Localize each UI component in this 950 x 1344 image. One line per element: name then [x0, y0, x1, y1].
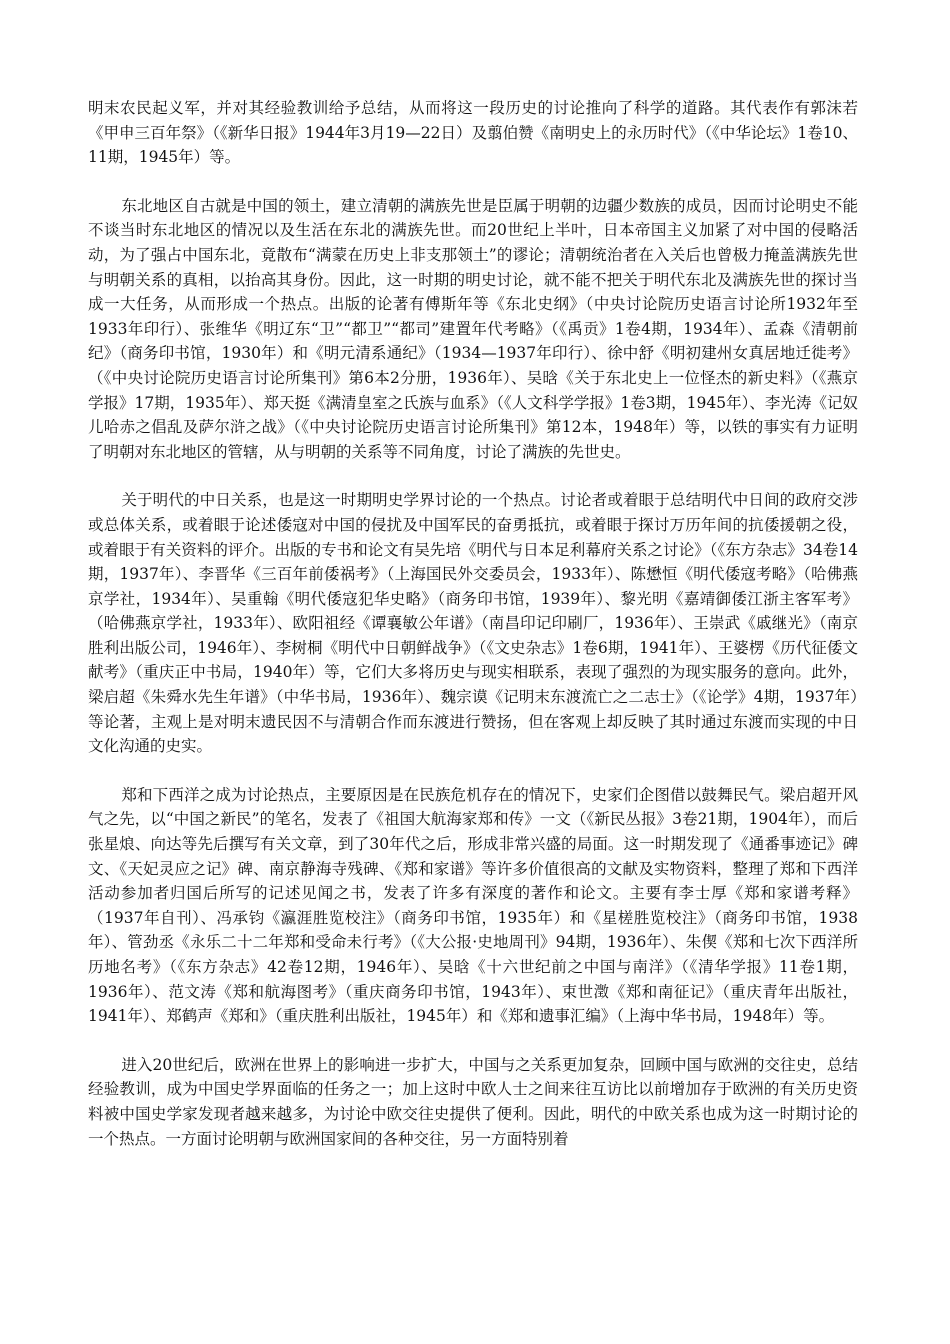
paragraph-2: 东北地区自古就是中国的领土，建立清朝的满族先世是臣属于明朝的边疆少数族的成员，因而讨论明史不能不谈当时东北地区的情况以及生活在东北的满族先世。而20世纪上半叶，日本帝国主义加紧了对中国的侵略活动，为了强占中国东北，竟散布“满蒙在历史上非支那领土”的谬论；清朝统治者在入关后也曾极力掩盖满族先世与明朝关系的真相，以抬高其身份。因此，这一时期的明史讨论，就不能不把关于明代东北及满族先世的探讨当成一大任务，从而形成一个热点。出版的论著有傅斯年等《东北史纲》（中央讨论院历史语言讨论所1932年至1933年印行）、张维华《明辽东“卫”“都卫”“都司”建置年代考略》（《禹贡》1卷4期，1934年）、孟森《清朝前纪》（商务印书馆，1930年）和《明元清系通纪》（1934—1937年印行）、徐中舒《明初建州女真居地迁徙考》（《中央讨论院历史语言讨论所集刊》第6本2分册，1936年）、吴晗《关于东北史上一位怪杰的新史料》（《燕京学报》17期，1935年）、郑天挺《满清皇室之氏族与血系》（《人文科学学报》1卷3期，1945年）、李光涛《记奴儿哈赤之倡乱及萨尔浒之战》（《中央讨论院历史语言讨论所集刊》第12本，1948年）等，以铁的事实有力证明了明朝对东北地区的管辖，从与明朝的关系等不同角度，讨论了满族的先世史。: [88, 196, 858, 461]
paragraph-5: 进入20世纪后，欧洲在世界上的影响进一步扩大，中国与之关系更加复杂，回顾中国与欧洲的交往史，总结经验教训，成为中国史学界面临的任务之一；加上这时中欧人士之间来往互访比以前增加存于欧洲的有关历史资料被中国史学家发现者越来越多，为讨论中欧交往史提供了便利。因此，明代的中欧关系也成为这一时期讨论的一个热点。一方面讨论明朝与欧洲国家间的各种交往，另一方面特别着: [88, 1055, 858, 1148]
paragraph-1: 明末农民起义军，并对其经验教训给予总结，从而将这一段历史的讨论推向了科学的道路。其代表作有郭沫若《甲申三百年祭》（《新华日报》1944年3月19—22日）及翦伯赞《南明史上的永历时代》（《中华论坛》1卷10、11期，1945年）等。: [88, 99, 858, 167]
document-page: [88, 96, 858, 1175]
paragraph-4: 郑和下西洋之成为讨论热点，主要原因是在民族危机存在的情况下，史家们企图借以鼓舞民气。梁启超开风气之先，以“中国之新民”的笔名，发表了《祖国大航海家郑和传》一文（《新民丛报》3卷21期，1904年），而后张星烺、向达等先后撰写有关文章，到了30年代之后，形成非常兴盛的局面。这一时期发现了《通番事迹记》碑文、《天妃灵应之记》碑、南京静海寺残碑、《郑和家谱》等许多价值很高的文献及实物资料，整理了郑和下西洋活动参加者归国后所写的记述见闻之书，发表了许多有深度的著作和论文。主要有李士厚《郑和家谱考释》（1937年自刊）、冯承钧《瀛涯胜览校注》（商务印书馆，1935年）和《星槎胜览校注》（商务印书馆，1938年）、管劲丞《永乐二十二年郑和受命未行考》（《大公报·史地周刊》94期，1936年）、朱偰《郑和七次下西洋所历地名考》（《东方杂志》42卷12期，1946年）、吴晗《十六世纪前之中国与南洋》（《清华学报》11卷1期， 1936年）、范文涛《郑和航海图考》（重庆商务印书馆，1943年）、束世澂《郑和南征记》（重庆青年出版社，1941年）、郑鹤声《郑和》（重庆胜利出版社，1945年）和《郑和遗事汇编》（上海中华书局，1948年）等。: [88, 785, 858, 1026]
paragraph-3: 关于明代的中日关系，也是这一时期明史学界讨论的一个热点。讨论者或着眼于总结明代中日间的政府交涉或总体关系，或着眼于论述倭寇对中国的侵扰及中国军民的奋勇抵抗，或着眼于探讨万历年间的抗倭援朝之役，或着眼于有关资料的评介。出版的专书和论文有吴先培《明代与日本足利幕府关系之讨论》（《东方杂志》34卷14期，1937年）、李晋华《三百年前倭祸考》（上海国民外交委员会，1933年）、陈懋恒《明代倭寇考略》（哈佛燕京学社，1934年）、吴重翰《明代倭寇犯华史略》（商务印书馆，1939年）、黎光明《嘉靖御倭江浙主客军考》（哈佛燕京学社，1933年）、欧阳祖经《谭襄敏公年谱》（南昌印记印刷厂，1936年）、王崇武《戚继光》（南京胜利出版公司，1946年）、李树桐《明代中日朝鲜战争》（《文史杂志》1卷6期，1941年）、王婆楞《历代征倭文献考》（重庆正中书局，1940年）等，它们大多将历史与现实相联系，表现了强烈的为现实服务的意向。此外，梁启超《朱舜水先生年谱》（中华书局，1936年）、魏宗谟《记明末东渡流亡之二志士》（《论学》4期，1937年）等论著，主观上是对明末遗民因不与清朝合作而东渡进行赞扬，但在客观上却反映了其时通过东渡而实现的中日文化沟通的史实。: [88, 491, 858, 756]
